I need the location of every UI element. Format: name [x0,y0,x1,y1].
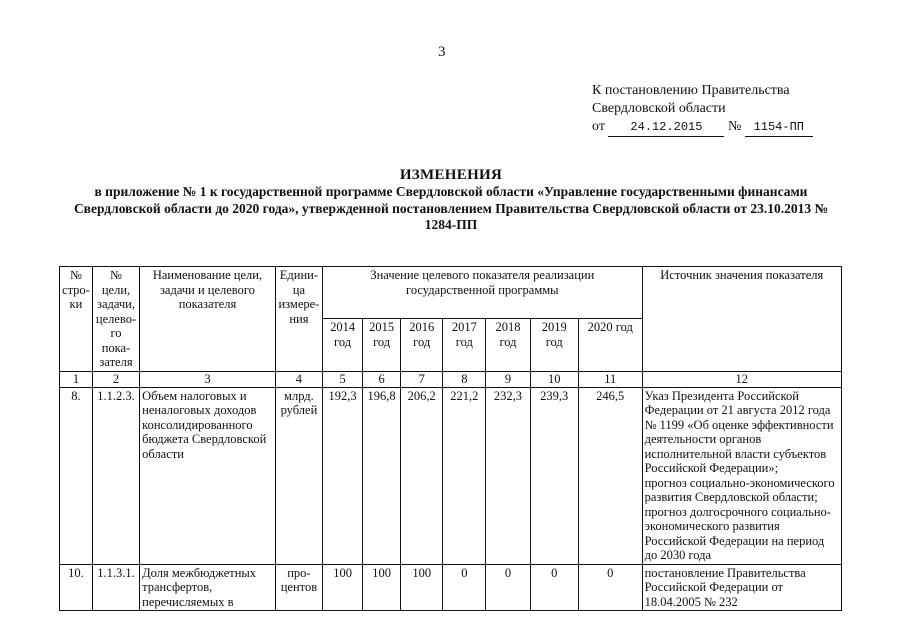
value-cell: 192,3 [323,387,363,564]
value-cell: 246,5 [578,387,642,564]
approval-block [592,82,813,137]
value-cell: 221,2 [443,387,486,564]
table-row [60,387,842,564]
document-heading [60,166,842,234]
header-year: 2015 год [363,319,401,371]
value-cell: 196,8 [363,387,401,564]
header-year: 2020 год [578,319,642,371]
value-cell: 239,3 [530,387,578,564]
source-cell: постановление Правительства Российской Федерации от 18.04.2005 № 232 [642,564,841,611]
value-cell: 0 [578,564,642,611]
document-title: ИЗМЕНЕНИЯ [399,167,503,183]
header-year: 2017 год [443,319,486,371]
header-unit: Едини- ца измере- ния [275,267,322,372]
value-cell: 232,3 [486,387,530,564]
approval-date: 24.12.2015 [608,118,724,137]
column-number: 4 [275,371,322,387]
header-year: 2014 год [323,319,363,371]
value-cell: 100 [401,564,443,611]
indicator-name: Доля межбюджетных трансфертов, перечисляемых в [140,564,276,611]
approval-line-1: К постановлению Правительства [592,83,790,98]
indicators-table [59,266,842,611]
value-cell: 0 [486,564,530,611]
unit: про- центов [275,564,322,611]
number-prefix: № [727,119,742,134]
unit: млрд. рублей [275,387,322,564]
goal-number: 1.1.3.1. [92,564,139,611]
value-cell: 100 [363,564,401,611]
column-number: 1 [60,371,93,387]
row-number: 8. [60,387,93,564]
column-number: 8 [443,371,486,387]
date-prefix: от [592,119,605,134]
header-row-no: № стро- ки [60,267,93,372]
document-subtitle: в приложение № 1 к государственной программе Свердловской области «Управление государственными финансами Свердловской области до 2020 года», утвержденной постановлением Правительства Свердловской области от 23.10.2013 № 1284-ПП [73,184,829,232]
column-number: 11 [578,371,642,387]
header-year: 2018 год [486,319,530,371]
value-cell: 0 [530,564,578,611]
goal-number: 1.1.2.3. [92,387,139,564]
approval-number: 1154-ПП [745,118,813,137]
row-number: 10. [60,564,93,611]
value-cell: 206,2 [401,387,443,564]
approval-date-row [592,118,813,137]
header-year: 2019 год [530,319,578,371]
header-goal-no: № цели, задачи, целево- го пока- зателя [92,267,139,372]
header-source: Источник значения показателя [642,267,841,372]
column-number: 12 [642,371,841,387]
column-number: 7 [401,371,443,387]
column-numbers-row [60,371,842,387]
indicator-name: Объем налоговых и неналоговых доходов консолидированного бюджета Свердловской области [140,387,276,564]
header-name: Наименование цели, задачи и целевого показателя [140,267,276,372]
column-number: 6 [363,371,401,387]
column-number: 9 [486,371,530,387]
header-row-1 [60,267,842,319]
column-number: 2 [92,371,139,387]
approval-line-2: Свердловской области [592,101,726,116]
page-number: 3 [438,44,446,60]
header-year: 2016 год [401,319,443,371]
column-number: 3 [140,371,276,387]
column-number: 10 [530,371,578,387]
header-values-group: Значение целевого показателя реализации государственной программы [323,267,643,319]
value-cell: 100 [323,564,363,611]
table-row [60,564,842,611]
value-cell: 0 [443,564,486,611]
source-cell: Указ Президента Российской Федерации от 21 августа 2012 года № 1199 «Об оценке эффективности деятельности органов исполнительной власти субъектов Российской Федерации»; прогноз социально-экономического развития Свердловской области; прогноз долгосрочного социально-экономического развития Российской Федерации на период до 2030 года [642,387,841,564]
column-number: 5 [323,371,363,387]
